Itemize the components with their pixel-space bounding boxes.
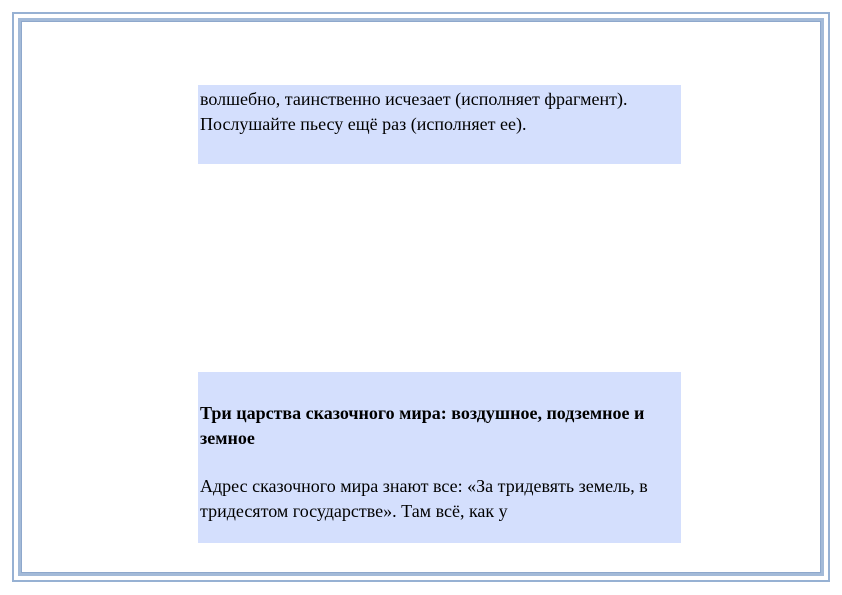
section-heading: Три царства сказочного мира: воздушное, подземное и земное [200,403,645,448]
text-box-bottom [198,372,681,543]
body-paragraph: Адрес сказочного мира знают все: «За тридевять земель, в тридесятом государстве». Там всё, как у [200,476,648,521]
fragment-paragraph: волшебно, таинственно исчезает (исполняет фрагмент). Послушайте пьесу ещё раз (исполняет ее). [200,89,628,134]
text-box-top [198,85,681,164]
